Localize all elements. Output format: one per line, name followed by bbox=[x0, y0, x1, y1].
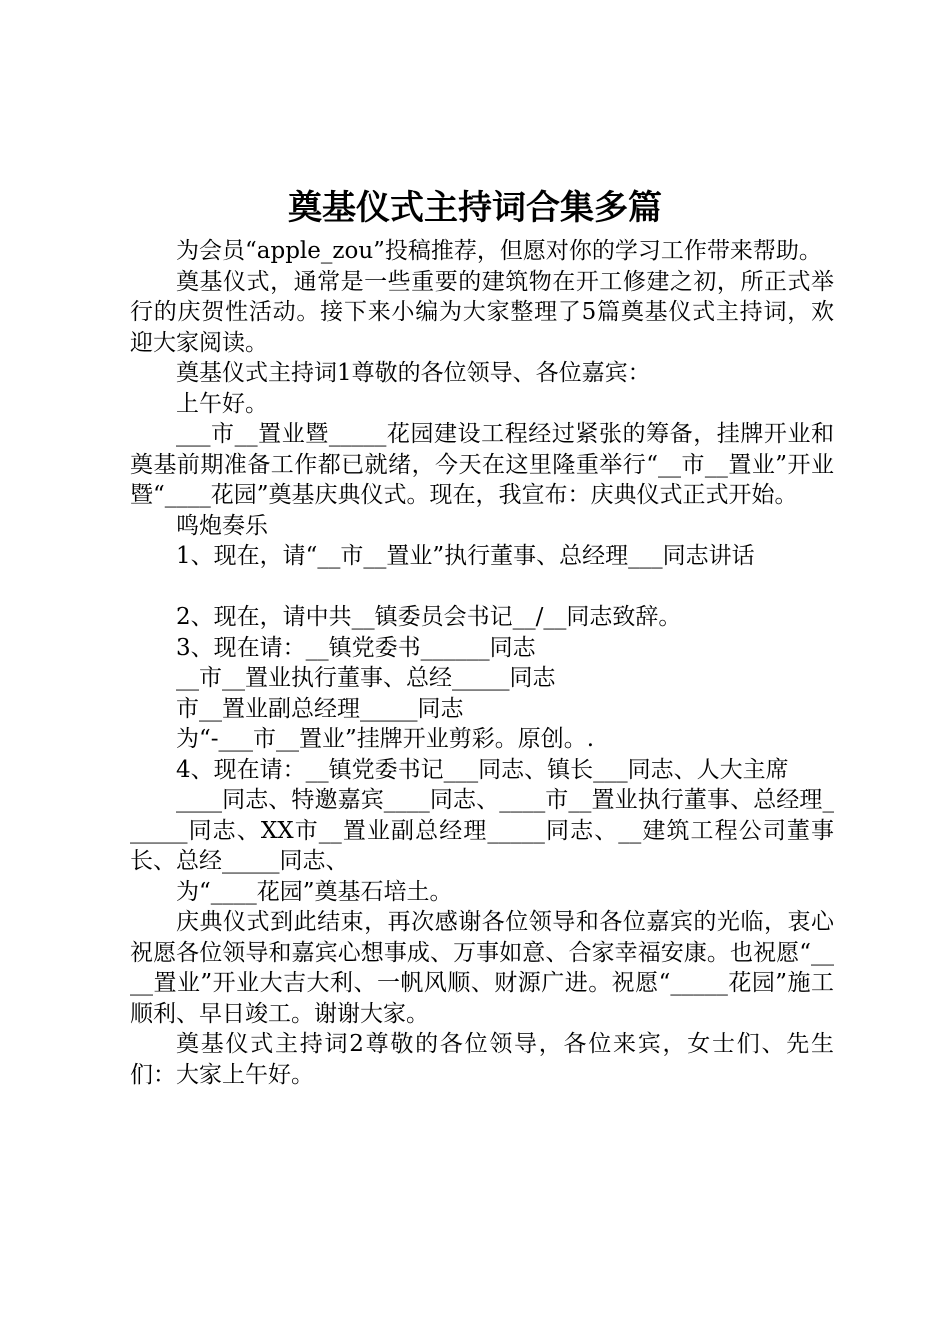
document-body bbox=[130, 236, 834, 1090]
paragraph-closing: 庆典仪式到此结束，再次感谢各位领导和各位嘉宾的光临，衷心祝愿各位领导和嘉宾心想事成、万事如意、合家幸福安康。也祝愿“____置业”开业大吉大利、一帆风顺、财源广进。祝愿“_____花园”施工顺利、早日竣工。谢谢大家。 bbox=[130, 909, 834, 1027]
paragraph-ribbon-cutting: 为“-___市__置业”挂牌开业剪彩。原创。. bbox=[176, 726, 595, 752]
paragraph-item-2: 2、现在，请中共__镇委员会书记__/__同志致辞。 bbox=[176, 604, 682, 630]
paragraph-item-4: 4、现在请：__镇党委书记___同志、镇长___同志、人大主席 bbox=[176, 756, 789, 783]
paragraph-speech-1-greeting: 奠基仪式主持词1尊敬的各位领导、各位嘉宾： bbox=[176, 360, 651, 386]
paragraph-item-3-executive: __市__置业执行董事、总经_____同志 bbox=[176, 665, 556, 691]
paragraph-fireworks: 鸣炮奏乐 bbox=[176, 512, 268, 539]
paragraph-speech-2-greeting: 奠基仪式主持词2尊敬的各位领导，各位来宾，女士们、先生们：大家上午好。 bbox=[130, 1031, 834, 1088]
paragraph-item-3: 3、现在请：__镇党委书______同志 bbox=[176, 634, 536, 661]
paragraph-description: 奠基仪式，通常是一些重要的建筑物在开工修建之初，所正式举行的庆贺性活动。接下来小编为大家整理了5篇奠基仪式主持词，欢迎大家阅读。 bbox=[130, 268, 834, 356]
paragraph-item-4-guests: ____同志、特邀嘉宾____同志、____市__置业执行董事、总经理______同志、XX市__置业副总经理_____同志、__建筑工程公司董事长、总经_____同志、 bbox=[130, 787, 834, 874]
document-title: 奠基仪式主持词合集多篇 bbox=[288, 188, 662, 228]
paragraph-foundation-stone: 为“____花园”奠基石培土。 bbox=[176, 878, 453, 905]
paragraph-intro: 为会员“apple_zou”投稿推荐，但愿对你的学习工作带来帮助。 bbox=[176, 238, 822, 264]
paragraph-item-1: 1、现在，请“__市__置业”执行董事、总经理___同志讲话 bbox=[176, 543, 755, 569]
paragraph-good-morning: 上午好。 bbox=[176, 390, 268, 417]
paragraph-opening: ___市__置业暨_____花园建设工程经过紧张的筹备，挂牌开业和奠基前期准备工作都已就绪，今天在这里隆重举行“__市__置业”开业暨“____花园”奠基庆典仪式。现在，我宣布：庆典仪式正式开始。 bbox=[130, 421, 834, 508]
paragraph-item-3-deputy: 市__置业副总经理_____同志 bbox=[176, 695, 464, 722]
